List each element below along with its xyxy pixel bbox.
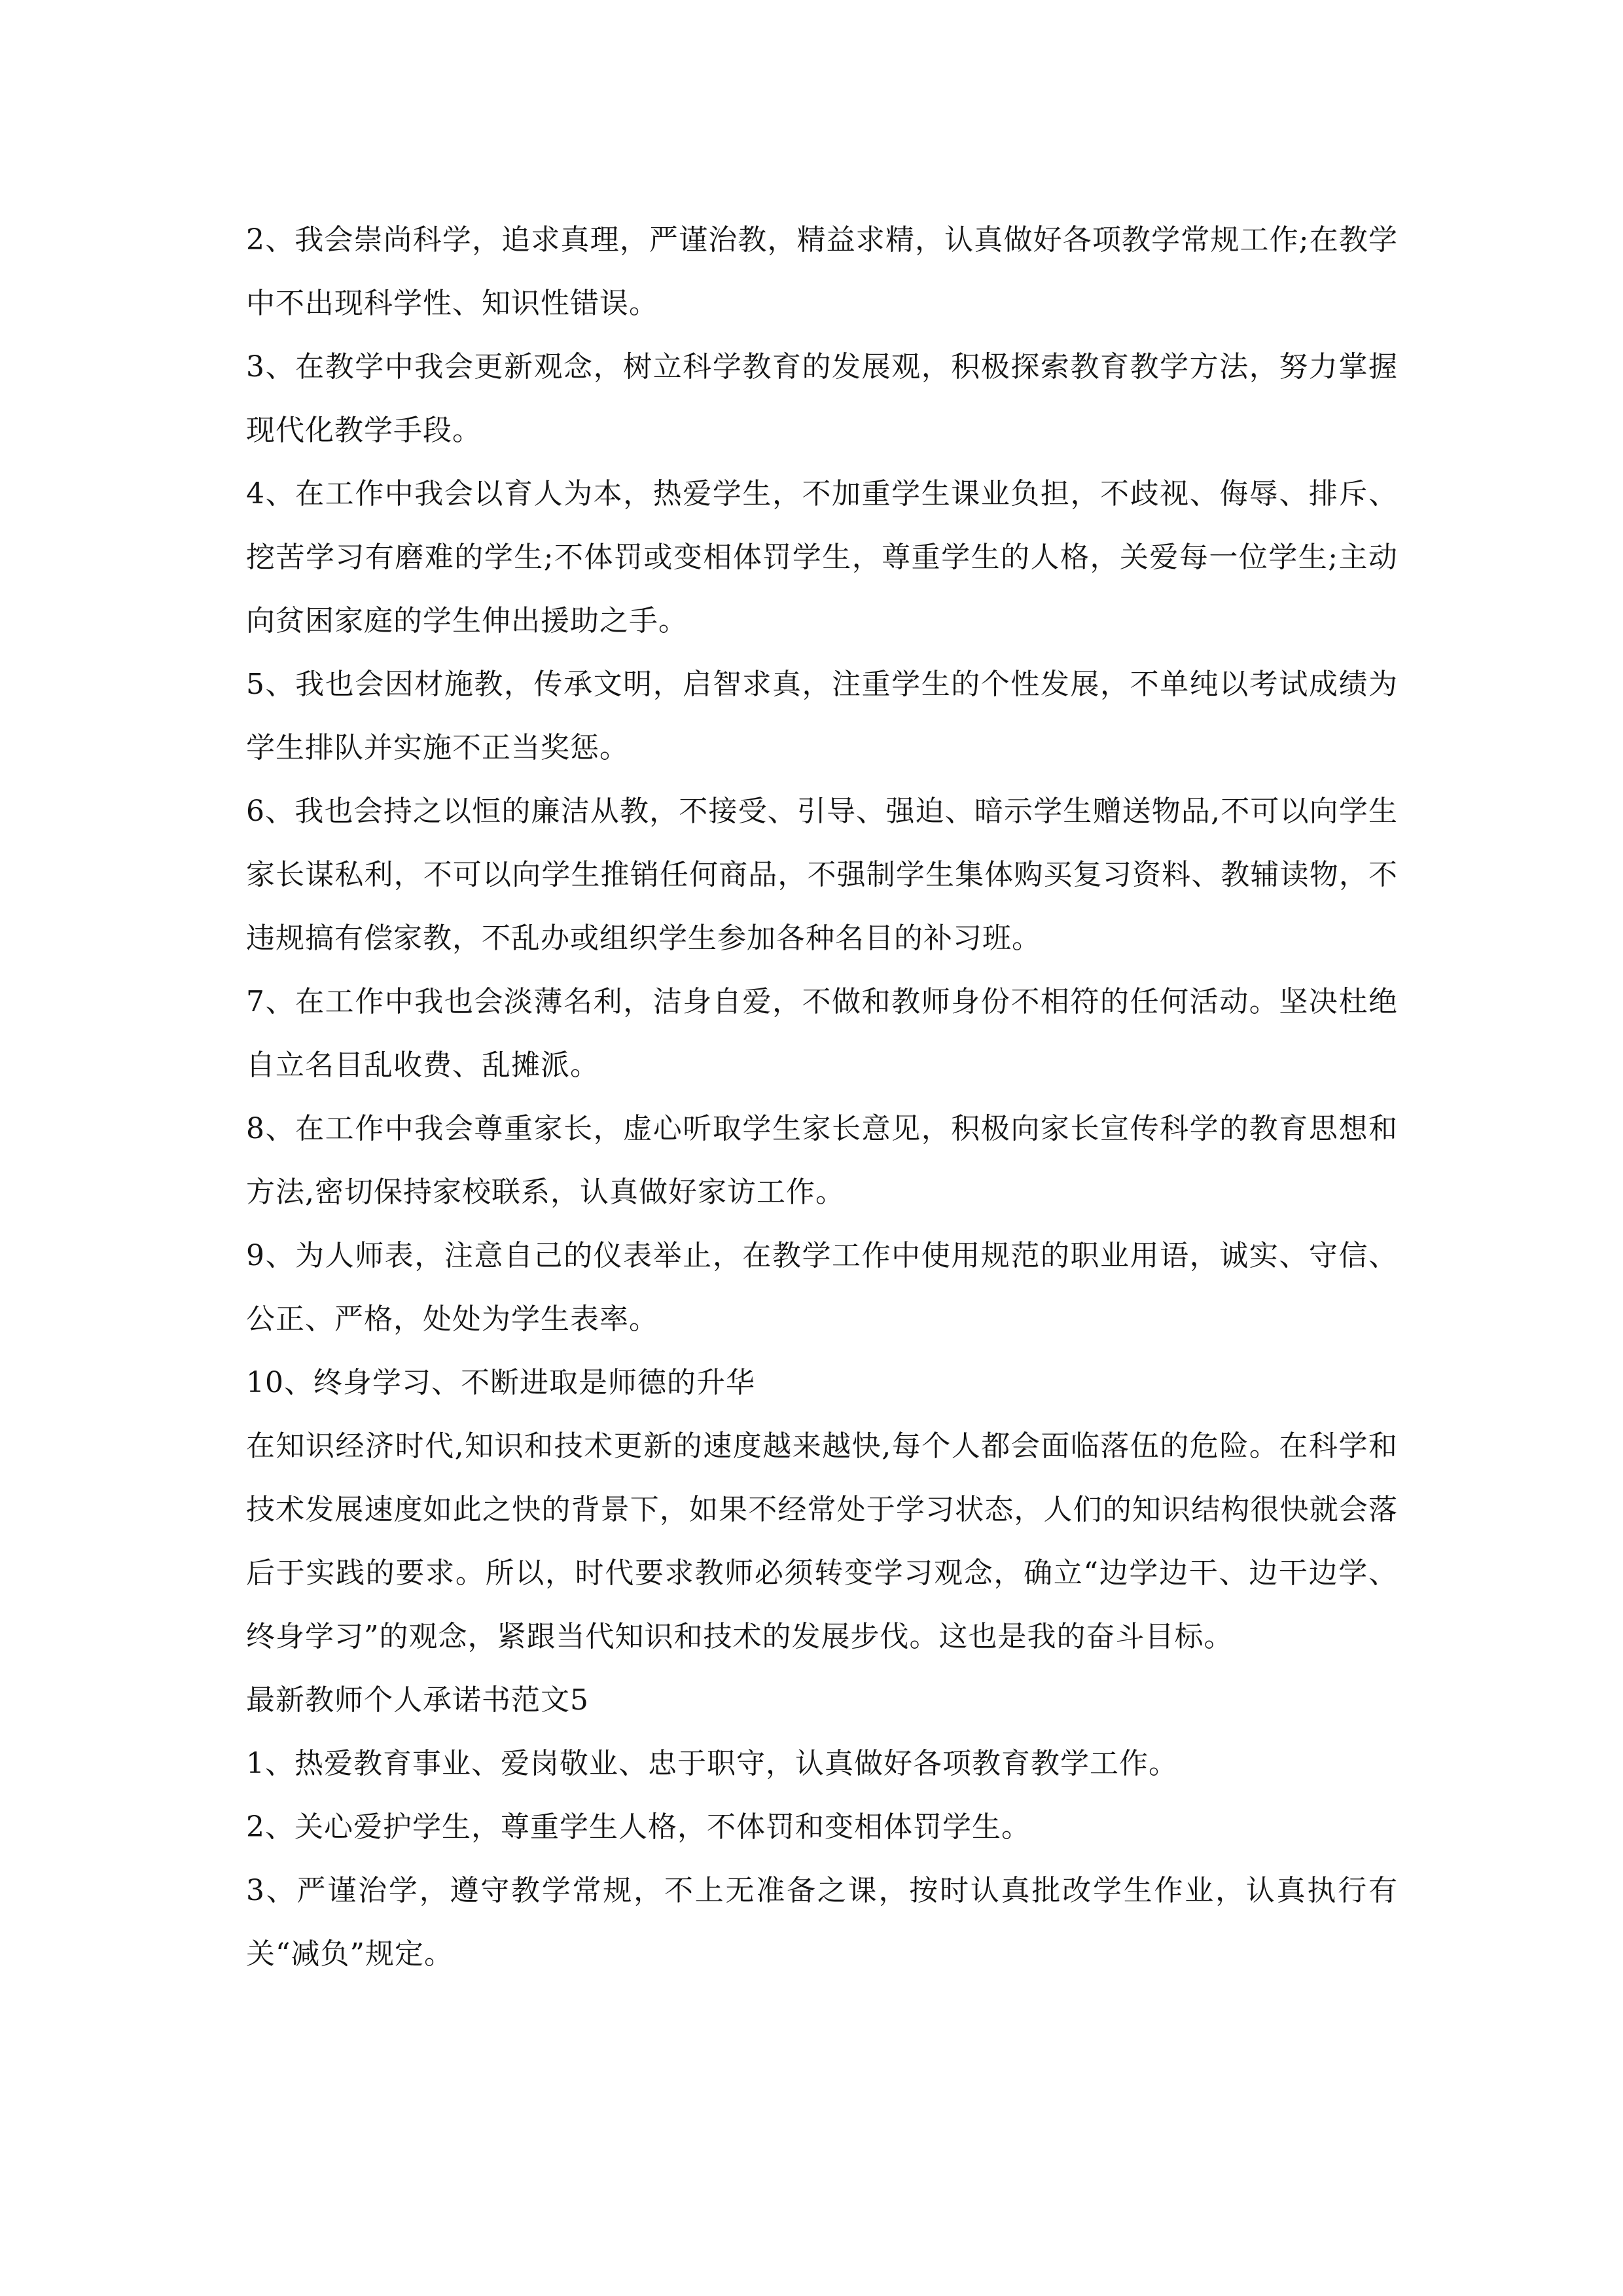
paragraph-item-8: 8、在工作中我会尊重家长，虚心听取学生家长意见，积极向家长宣传科学的教育思想和方法,密切保持家校联系，认真做好家访工作。: [246, 1112, 1398, 1209]
document-body: [246, 208, 1398, 1986]
paragraph-item-6: 6、我也会持之以恒的廉洁从教，不接受、引导、强迫、暗示学生赠送物品,不可以向学生家长谋私利，不可以向学生推销任何商品，不强制学生集体购买复习资料、教辅读物，不违规搞有偿家教，不乱办或组织学生参加各种名目的补习班。: [246, 795, 1398, 955]
paragraph-item-10: 10、终身学习、不断进取是师德的升华: [246, 1366, 755, 1399]
paragraph-item-7: 7、在工作中我也会淡薄名利，洁身自爱，不做和教师身份不相符的任何活动。坚决杜绝自立名目乱收费、乱摊派。: [246, 985, 1398, 1082]
paragraph-item-4: 4、在工作中我会以育人为本，热爱学生，不加重学生课业负担，不歧视、侮辱、排斥、挖苦学习有磨难的学生;不体罚或变相体罚学生，尊重学生的人格，关爱每一位学生;主动向贫困家庭的学生伸出援助之手。: [246, 477, 1398, 637]
paragraph-body-text: 在知识经济时代,知识和技术更新的速度越来越快,每个人都会面临落伍的危险。在科学和技术发展速度如此之快的背景下，如果不经常处于学习状态，人们的知识结构很快就会落后于实践的要求。所以，时代要求教师必须转变学习观念，确立“边学边干、边干边学、终身学习”的观念，紧跟当代知识和技术的发展步伐。这也是我的奋斗目标。: [246, 1429, 1398, 1653]
commitment-item-1: 1、热爱教育事业、爱岗敬业、忠于职守，认真做好各项教育教学工作。: [246, 1747, 1178, 1780]
paragraph-item-5: 5、我也会因材施教，传承文明，启智求真，注重学生的个性发展，不单纯以考试成绩为学生排队并实施不正当奖惩。: [246, 668, 1398, 764]
commitment-item-2: 2、关心爱护学生，尊重学生人格，不体罚和变相体罚学生。: [246, 1810, 1031, 1844]
paragraph-item-3: 3、在教学中我会更新观念，树立科学教育的发展观，积极探索教育教学方法，努力掌握现代化教学手段。: [246, 350, 1398, 447]
paragraph-item-2: 2、我会崇尚科学，追求真理，严谨治教，精益求精，认真做好各项教学常规工作;在教学中不出现科学性、知识性错误。: [246, 223, 1398, 320]
paragraph-item-9: 9、为人师表，注意自己的仪表举止，在教学工作中使用规范的职业用语，诚实、守信、公正、严格，处处为学生表率。: [246, 1239, 1398, 1336]
commitment-item-3: 3、严谨治学，遵守教学常规，不上无准备之课，按时认真批改学生作业，认真执行有关“减负”规定。: [246, 1874, 1398, 1971]
section-heading: 最新教师个人承诺书范文5: [246, 1683, 589, 1717]
